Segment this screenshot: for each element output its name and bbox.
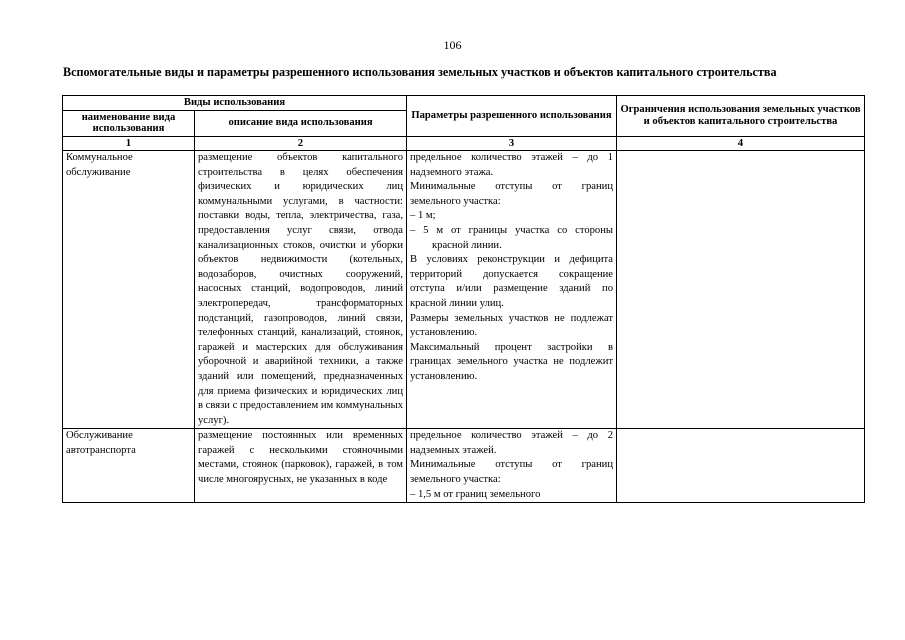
parameter-line: Минимальные отступы от границ земельного участка: [410, 459, 613, 486]
use-description-cell: размещение объектов капитального строительства в целях обеспечения физических и юридических лиц коммунальными услугами, в частности: поставки воды, тепла, электричества, газа, предоставления услуг связи, отвода канализационных стоков, очистки и уборки объектов недвижимости (котельных, водозаборов, очистных сооружений, насосных станций, водопроводов, линий электропередач, трансформаторных подстанций, газопроводов, линий связи, телефонных станций, канализаций, стоянок, гаражей и мастерских для обслуживания уборочной и аварийной техники, а также зданий или помещений, предназначенных для приема физических и юридических лиц в связи с предоставлением им коммунальных услуг). [195, 151, 407, 429]
header-use-name: наименование вида использования [63, 110, 195, 136]
header-parameters: Параметры разрешенного использования [407, 96, 617, 137]
parameter-line: – 1 м; [410, 210, 436, 222]
column-number-2: 2 [195, 136, 407, 151]
parameter-line: В условиях реконструкции и дефицита территорий допускается сокращение отступа и/или размещение зданий по красной линии улиц. [410, 254, 613, 309]
page-number: 106 [443, 38, 462, 52]
land-use-table [62, 95, 865, 503]
parameter-line: Максимальный процент застройки в границах земельного участка не подлежит установлению. [410, 341, 613, 382]
use-name-cell: Обслуживание автотранспорта [63, 429, 195, 503]
table-row [63, 429, 865, 503]
column-number-4: 4 [617, 136, 865, 151]
parameter-line: Минимальные отступы от границ земельного участка: [410, 181, 613, 207]
restrictions-cell [617, 151, 865, 429]
header-uses: Виды использования [63, 96, 407, 111]
parameters-cell [407, 429, 617, 503]
use-description-cell: размещение постоянных или временных гаражей с несколькими стояночными местами, стоянок (парковок), гаражей, в том числе многоярусных, не указанных в коде [195, 429, 407, 503]
parameter-line: предельное количество этажей – до 1 надземного этажа. [410, 152, 613, 178]
restrictions-cell [617, 429, 865, 503]
parameters-cell [407, 151, 617, 429]
column-number-row [63, 136, 865, 151]
header-restrictions: Ограничения использования земельных участков и объектов капитального строительства [617, 96, 865, 137]
table-row [63, 151, 865, 429]
use-name-cell: Коммунальное обслуживание [63, 151, 195, 429]
header-row-1 [63, 96, 865, 111]
parameter-line: – 1,5 м от границ земельного [410, 488, 541, 500]
column-number-1: 1 [63, 136, 195, 151]
parameter-line: – 5 м от границы участка со стороны красной линии. [410, 224, 613, 251]
column-number-3: 3 [407, 136, 617, 151]
parameter-line: Размеры земельных участков не подлежат установлению. [410, 312, 613, 339]
header-use-description: описание вида использования [195, 110, 407, 136]
parameter-line: предельное количество этажей – до 2 надземных этажей. [410, 430, 613, 456]
document-title: Вспомогательные виды и параметры разрешенного использования земельных участков и объектов капитального строительства [63, 65, 777, 79]
